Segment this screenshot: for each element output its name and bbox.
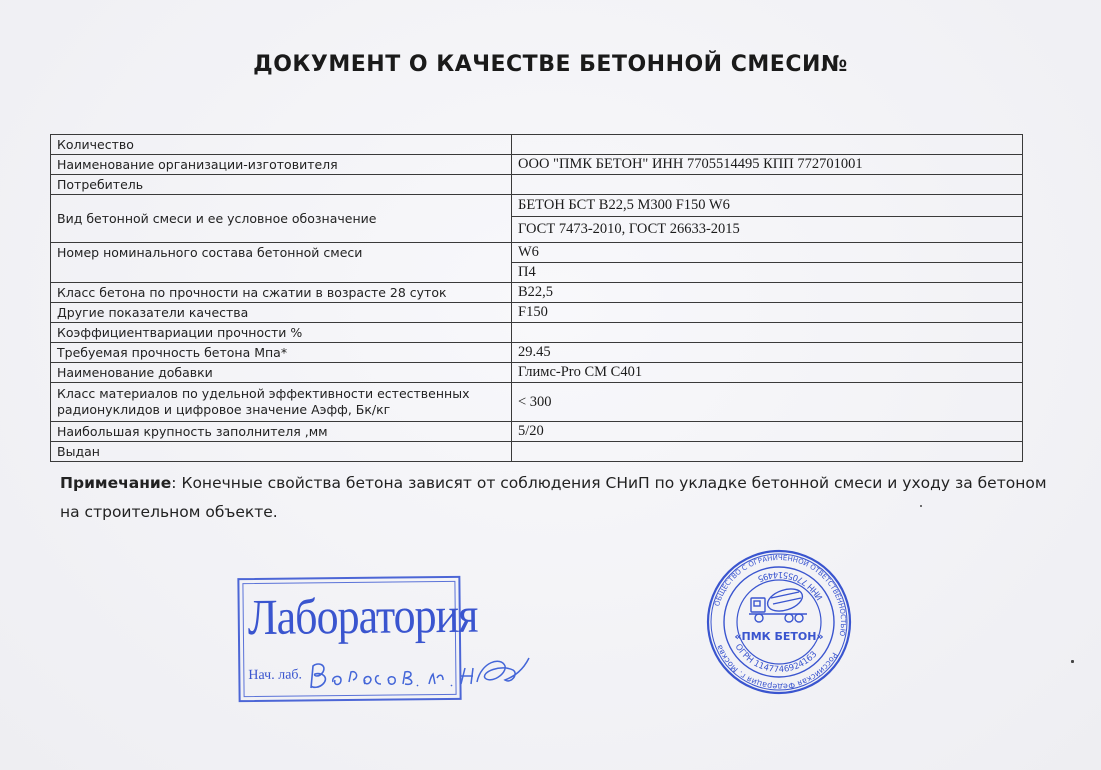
table-row — [51, 442, 1023, 462]
note-label: Примечание — [60, 474, 172, 492]
table-row — [51, 303, 1023, 323]
row-label: Потребитель — [51, 175, 512, 195]
laboratory-stamp-title: Лаборатория — [247, 586, 478, 646]
paper-speck — [920, 505, 922, 507]
row-value: B22,5 — [512, 283, 1023, 303]
row-value: < 300 — [512, 383, 1023, 422]
row-value: 5/20 — [512, 422, 1023, 442]
row-label: Выдан — [51, 442, 512, 462]
concrete-mixer-truck-icon — [749, 585, 807, 622]
row-label: Количество — [51, 135, 512, 155]
table-row — [51, 343, 1023, 363]
row-label: Наименование добавки — [51, 363, 512, 383]
row-value: ООО "ПМК БЕТОН" ИНН 7705514495 КПП 772701001 — [512, 155, 1023, 175]
row-value: П4 — [512, 263, 1023, 283]
row-value: W6 — [512, 243, 1023, 263]
table-row — [51, 155, 1023, 175]
row-value: 29.45 — [512, 343, 1023, 363]
head-of-lab-label: Нач. лаб. — [248, 667, 303, 684]
note-text: : Конечные свойства бетона зависят от соблюдения СНиП по укладке бетонной смеси и уходу за бетоном на строительном объекте. — [60, 474, 1047, 521]
row-label: Требуемая прочность бетона Мпа* — [51, 343, 512, 363]
row-label: Вид бетонной смеси и ее условное обозначение — [51, 195, 512, 243]
row-label: Коэффициентвариации прочности % — [51, 323, 512, 343]
row-value — [512, 175, 1023, 195]
table-row — [51, 283, 1023, 303]
seal-ring-text: ОБЩЕСТВО С ОГРАНИЧЕННОЙ ОТВЕТСТВЕННОСТЬЮ — [713, 553, 848, 637]
row-value — [512, 323, 1023, 343]
row-value: ГОСТ 7473-2010, ГОСТ 26633-2015 — [512, 217, 1023, 243]
row-value — [512, 442, 1023, 462]
seal-country: Российская Федерация г. Москва — [714, 643, 840, 692]
row-label: Наименование организации-изготовителя — [51, 155, 512, 175]
row-label: Другие показатели качества — [51, 303, 512, 323]
document-title: ДОКУМЕНТ О КАЧЕСТВЕ БЕТОННОЙ СМЕСИ№ — [253, 52, 848, 77]
table-row — [51, 175, 1023, 195]
table-row — [51, 195, 1023, 217]
quality-table — [50, 134, 1023, 462]
handwritten-signature — [305, 648, 535, 696]
row-value: Глимс-Pro CM C401 — [512, 363, 1023, 383]
table-row — [51, 323, 1023, 343]
row-value — [512, 135, 1023, 155]
table-row — [51, 363, 1023, 383]
row-label: Класс материалов по удельной эффективности естественных радионуклидов и цифровое значение Аэфф, Бк/кг — [51, 383, 512, 422]
table-row — [51, 135, 1023, 155]
seal-inn: ИНН 7705514495 — [755, 568, 826, 602]
row-label: Класс бетона по прочности на сжатии в возрасте 28 суток — [51, 283, 512, 303]
row-label: Наибольшая крупность заполнителя ,мм — [51, 422, 512, 442]
note-paragraph — [60, 469, 1050, 527]
company-seal — [705, 548, 853, 696]
table-row — [51, 243, 1023, 263]
row-value: БЕТОН БСТ В22,5 М300 F150 W6 — [512, 195, 1023, 217]
row-label: Номер номинального состава бетонной смеси — [51, 243, 512, 283]
table-row — [51, 383, 1023, 422]
seal-ogrn: ОГРН 1147746924163 — [732, 642, 820, 676]
seal-company-name: «ПМК БЕТОН» — [734, 630, 824, 643]
row-value: F150 — [512, 303, 1023, 323]
paper-speck — [1071, 660, 1074, 663]
table-row — [51, 422, 1023, 442]
